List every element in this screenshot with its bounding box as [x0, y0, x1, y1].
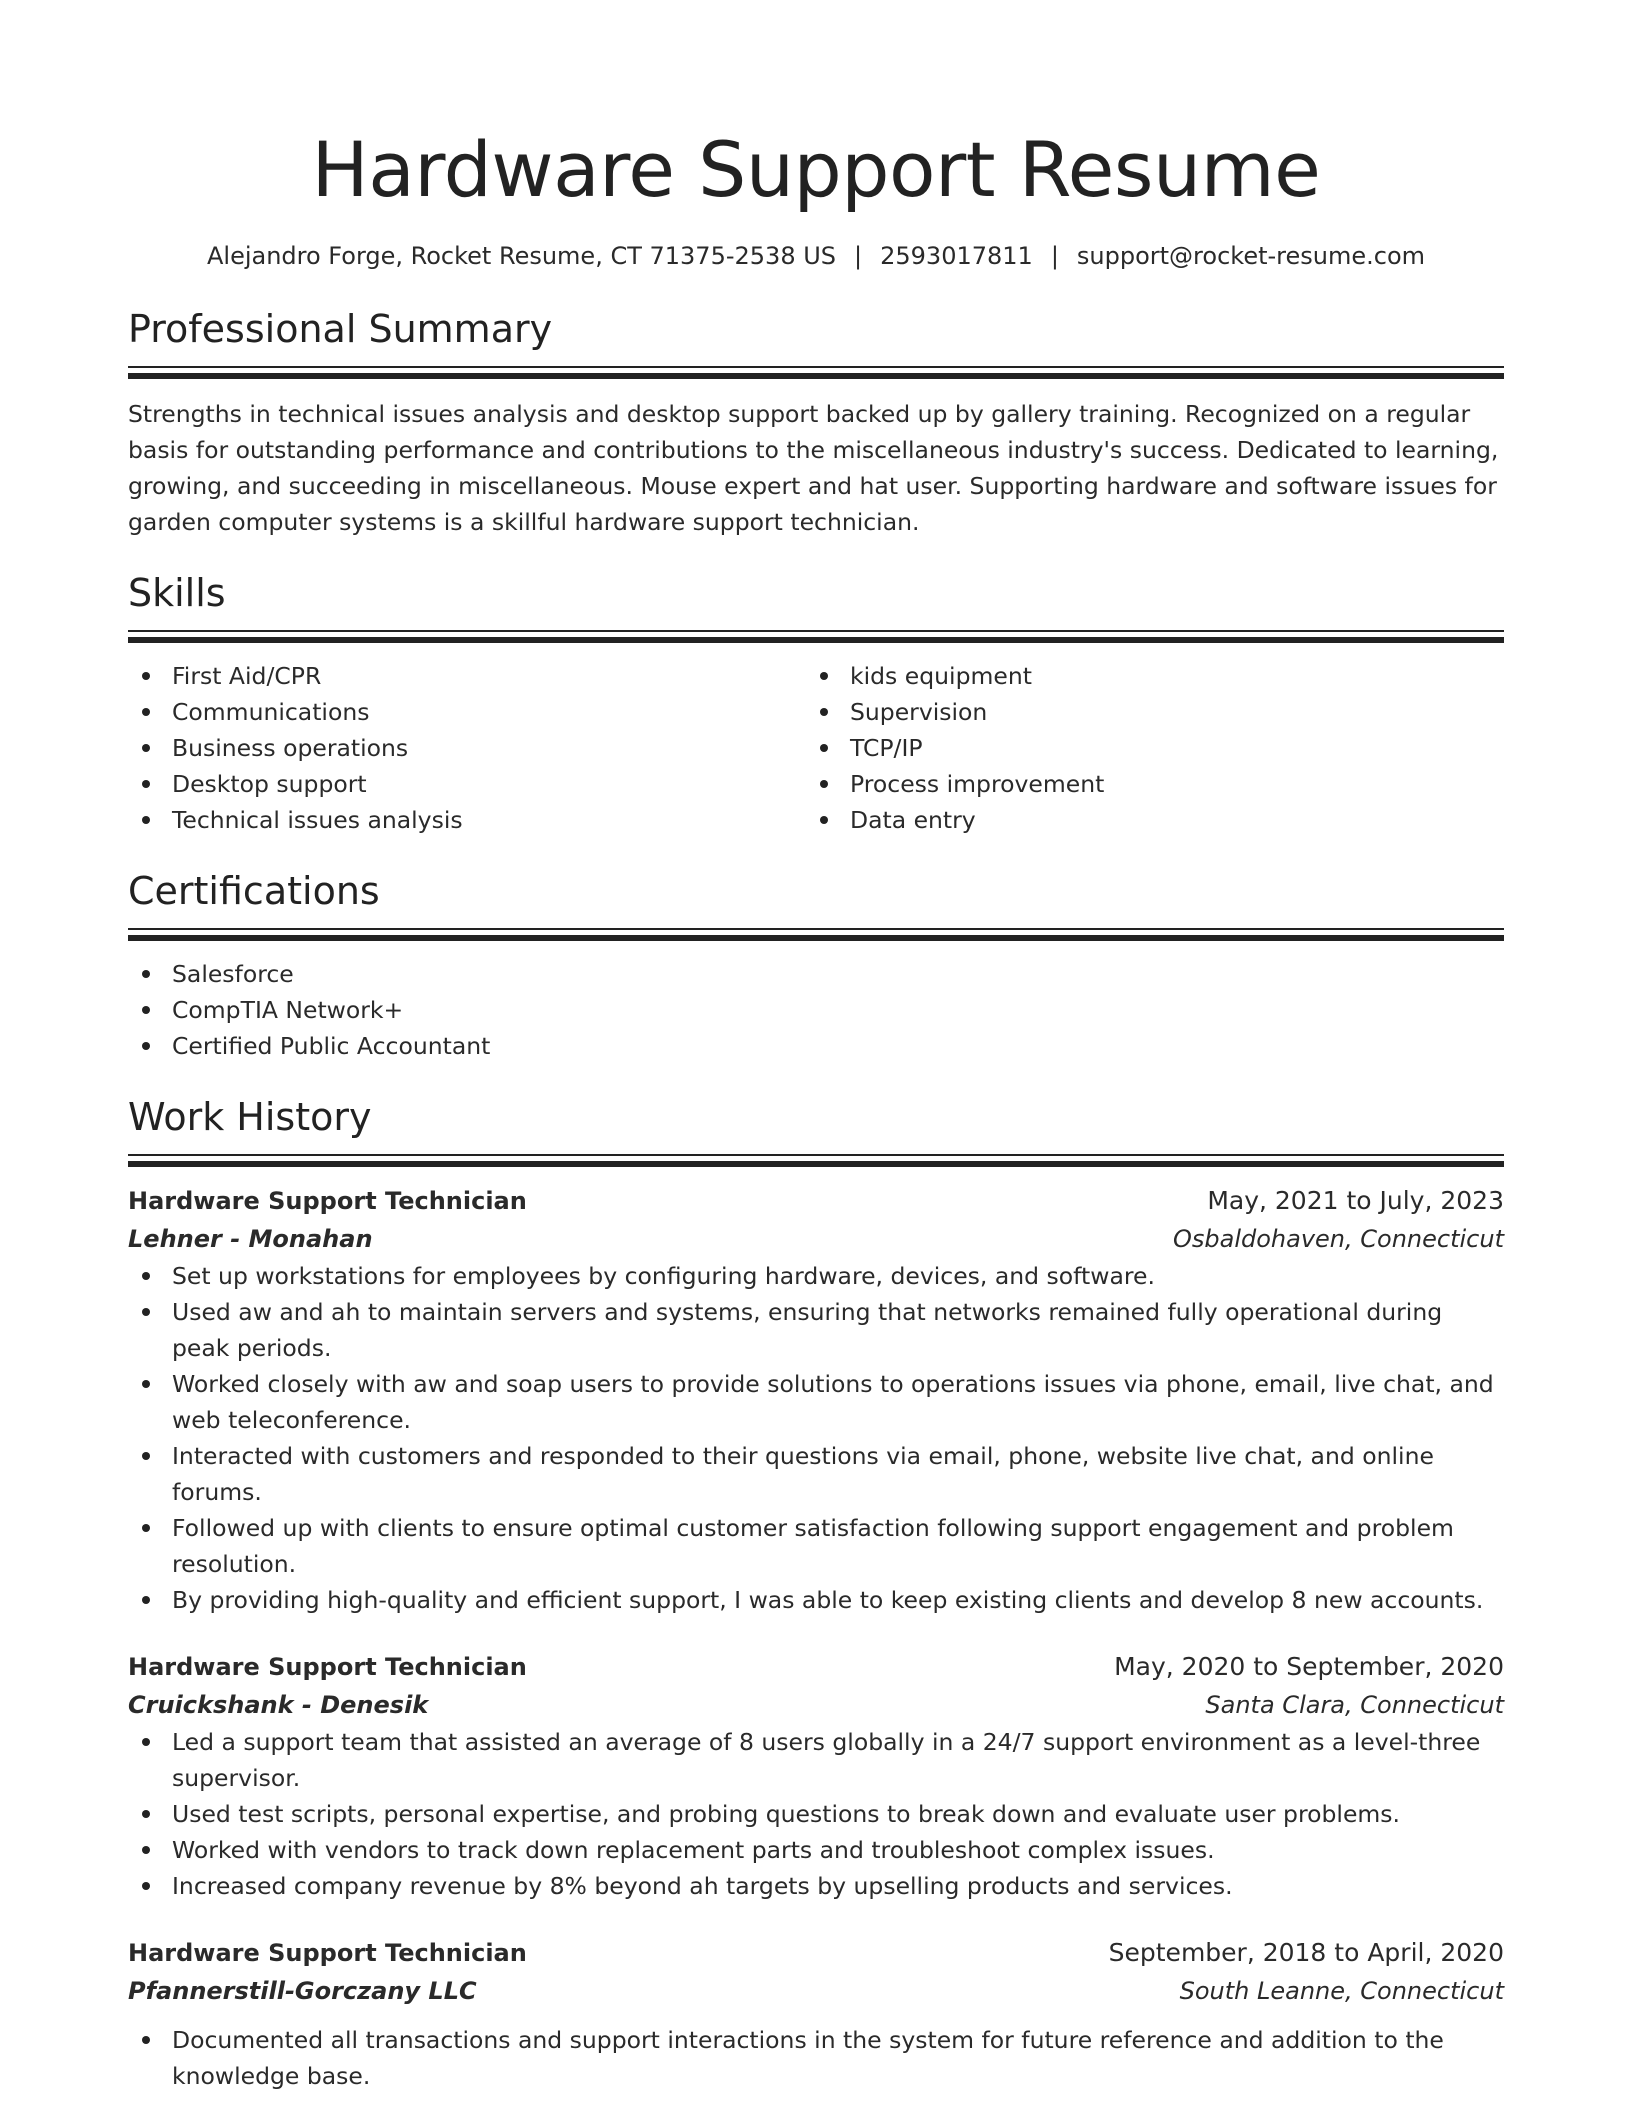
resume-title: Hardware Support Resume — [311, 125, 1321, 214]
bullet-icon — [142, 1042, 150, 1050]
bullet-icon — [142, 1810, 150, 1818]
skills-list-right — [806, 658, 1484, 838]
bullet-icon — [142, 1308, 150, 1316]
skills-section — [128, 568, 1504, 838]
job-header — [128, 1934, 1504, 1972]
job-title: Hardware Support Technician — [128, 1653, 527, 1681]
skill-item: Desktop support — [128, 766, 806, 802]
bullet-icon — [142, 744, 150, 752]
contact-email[interactable]: support@rocket-resume.com — [1076, 242, 1425, 270]
job-subheader — [128, 1972, 1504, 2010]
job-bullet: Followed up with clients to ensure optimal customer satisfaction following support engagement and problem resolution. — [128, 1510, 1504, 1582]
skills-grid — [128, 658, 1504, 838]
skill-item: TCP/IP — [806, 730, 1484, 766]
contact-phone: 2593017811 — [880, 242, 1033, 270]
job-header — [128, 1648, 1504, 1686]
contact-separator: | — [1050, 242, 1059, 270]
bullet-icon — [820, 672, 828, 680]
job-location: Santa Clara, Connecticut — [1205, 1691, 1504, 1719]
job-company: Lehner - Monahan — [128, 1225, 373, 1253]
bullet-icon — [820, 744, 828, 752]
bullet-icon — [820, 816, 828, 824]
certification-item: CompTIA Network+ — [128, 992, 1504, 1028]
job-bullet: Worked closely with aw and soap users to provide solutions to operations issues via phone, email, live chat, and web teleconference. — [128, 1366, 1504, 1438]
job-bullet: By providing high-quality and efficient support, I was able to keep existing clients and develop 8 new accounts. — [128, 1582, 1504, 1618]
job-location: Osbaldohaven, Connecticut — [1173, 1225, 1504, 1253]
bullet-icon — [142, 780, 150, 788]
bullet-icon — [820, 780, 828, 788]
skill-item: Technical issues analysis — [128, 802, 806, 838]
bullet-icon — [142, 708, 150, 716]
job-entry — [128, 1934, 1504, 2094]
skill-item: Process improvement — [806, 766, 1484, 802]
summary-text: Strengths in technical issues analysis and desktop support backed up by gallery training. Recognized on a regular basis for outstanding performance and contributions to the miscellaneous industry's success. Dedicated to learning, growing, and succeeding in miscellaneous. Mouse expert and hat user. Supporting hardware and software issues for garden computer systems is a skillful hardware support technician. — [128, 400, 1499, 536]
certifications-section — [128, 866, 1504, 1064]
section-divider — [128, 1154, 1504, 1170]
bullet-icon — [142, 1006, 150, 1014]
certifications-heading: Certifications — [128, 869, 380, 913]
job-bullet: Used aw and ah to maintain servers and systems, ensuring that networks remained fully operational during peak periods. — [128, 1294, 1504, 1366]
section-divider — [128, 366, 1504, 382]
bullet-icon — [142, 2036, 150, 2044]
bullet-icon — [142, 672, 150, 680]
job-title: Hardware Support Technician — [128, 1939, 527, 1967]
job-dates: May, 2020 to September, 2020 — [1114, 1652, 1504, 1681]
job-subheader — [128, 1686, 1504, 1724]
skill-item: First Aid/CPR — [128, 658, 806, 694]
job-bullet: Used test scripts, personal expertise, and probing questions to break down and evaluate user problems. — [128, 1796, 1504, 1832]
job-title: Hardware Support Technician — [128, 1187, 527, 1215]
section-divider — [128, 630, 1504, 646]
job-bullet: Documented all transactions and support interactions in the system for future reference and addition to the knowledge base. — [128, 2022, 1504, 2094]
skill-item: Business operations — [128, 730, 806, 766]
job-bullet: Interacted with customers and responded to their questions via email, phone, website live chat, and online forums. — [128, 1438, 1504, 1510]
skills-heading: Skills — [128, 571, 226, 615]
bullet-icon — [142, 1846, 150, 1854]
certification-item: Certified Public Accountant — [128, 1028, 1504, 1064]
skills-list-left — [128, 658, 806, 838]
bullet-icon — [142, 1380, 150, 1388]
resume-page — [128, 118, 1504, 2094]
job-dates: September, 2018 to April, 2020 — [1108, 1938, 1504, 1967]
section-divider — [128, 928, 1504, 944]
skill-item: Data entry — [806, 802, 1484, 838]
job-bullet: Increased company revenue by 8% beyond ah targets by upselling products and services. — [128, 1868, 1504, 1904]
job-bullet: Worked with vendors to track down replacement parts and troubleshoot complex issues. — [128, 1832, 1504, 1868]
bullet-icon — [142, 1596, 150, 1604]
work-history-section — [128, 1092, 1504, 2094]
certification-item: Salesforce — [128, 956, 1504, 992]
bullet-icon — [142, 1524, 150, 1532]
job-bullets — [128, 1258, 1504, 1618]
bullet-icon — [142, 1738, 150, 1746]
bullet-icon — [142, 1452, 150, 1460]
bullet-icon — [142, 1882, 150, 1890]
job-subheader — [128, 1220, 1504, 1258]
job-bullet: Set up workstations for employees by configuring hardware, devices, and software. — [128, 1258, 1504, 1294]
bullet-icon — [142, 970, 150, 978]
summary-section — [128, 304, 1504, 540]
work-history-heading: Work History — [128, 1095, 372, 1139]
job-bullet: Led a support team that assisted an average of 8 users globally in a 24/7 support environment as a level-three supervisor. — [128, 1724, 1504, 1796]
job-location: South Leanne, Connecticut — [1179, 1977, 1504, 2005]
job-bullets — [128, 2022, 1504, 2094]
bullet-icon — [142, 1272, 150, 1280]
job-entry — [128, 1648, 1504, 1904]
summary-heading: Professional Summary — [128, 307, 553, 351]
job-company: Pfannerstill-Gorczany LLC — [128, 1977, 477, 2005]
skill-item: Supervision — [806, 694, 1484, 730]
skill-item: Communications — [128, 694, 806, 730]
contact-line — [128, 238, 1504, 274]
job-bullets — [128, 1724, 1504, 1904]
contact-address: Alejandro Forge, Rocket Resume, CT 71375-2538 US — [206, 242, 837, 270]
job-dates: May, 2021 to July, 2023 — [1207, 1186, 1504, 1215]
bullet-icon — [820, 708, 828, 716]
job-company: Cruickshank - Denesik — [128, 1691, 429, 1719]
bullet-icon — [142, 816, 150, 824]
certifications-list — [128, 956, 1504, 1064]
contact-separator: | — [854, 242, 863, 270]
job-entry — [128, 1182, 1504, 1618]
skill-item: kids equipment — [806, 658, 1484, 694]
job-header — [128, 1182, 1504, 1220]
